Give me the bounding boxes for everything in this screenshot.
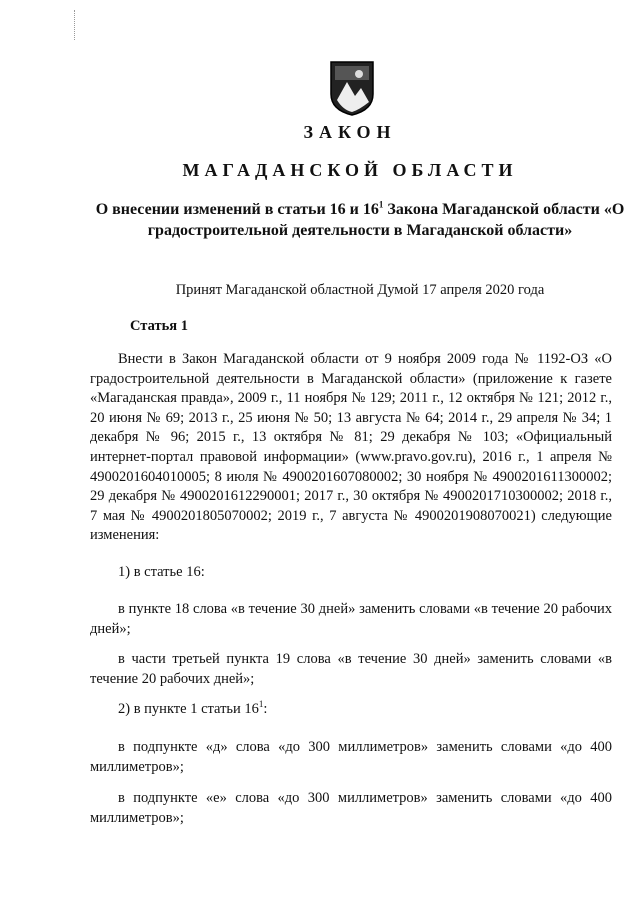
item-2-b: в подпункте «е» слова «до 300 миллиметров» заменить словами «до 400 миллиметров»;	[90, 790, 612, 826]
region-title: МАГАДАНСКОЙ ОБЛАСТИ	[182, 160, 518, 180]
law-subject	[90, 199, 630, 241]
item-1-a: в пункте 18 слова «в течение 30 дней» заменить словами «в течение 20 рабочих дней»;	[90, 601, 612, 637]
subject-superscript: 1	[378, 199, 384, 210]
scan-mark	[74, 10, 77, 40]
item-2-colon: :	[263, 701, 268, 717]
article-heading: Статья 1	[130, 318, 188, 334]
intro-paragraph: Внести в Закон Магаданской области от 9 ноября 2009 года № 1192-ОЗ «О градостроительной деятельности в Магаданской области» (приложение к газете «Магаданская правда», 2009 г., 11 ноября № 129; 2011 г., 12 октября № 121; 2012 г., 20 июня № 69; 2013 г., 25 июня № 50; 13 августа № 64; 2014 г., 29 апреля № 34; 1 декабря № 96; 2015 г., 13 октября № 81; 29 декабря № 103; «Официальный интернет-портал правовой информации» (www.pravo.gov.ru), 2016 г., 1 апреля № 4900201604010005; 8 июля № 4900201607080002; 30 ноября № 4900201611300002; 29 декабря № 4900201612290001; 2017 г., 30 октября № 4900201710300002; 2018 г., 7 мая № 4900201805070002; 2019 г., 7 августа № 4900201908070021) следующие изменения:	[90, 351, 612, 544]
item-2-superscript: 1	[258, 699, 264, 710]
adoption-line: Принят Магаданской областной Думой 17 апреля 2020 года	[175, 282, 545, 298]
coat-of-arms-icon	[329, 60, 375, 116]
item-2-text: 2) в пункте 1 статьи 16	[118, 701, 259, 717]
item-2	[90, 700, 612, 720]
item-1: 1) в статье 16:	[118, 564, 205, 580]
law-title: ЗАКОН	[303, 122, 397, 142]
subject-text-cont: Закона Магаданской области «О градостроительной деятельности в Магаданской области»	[147, 201, 625, 239]
item-2-a: в подпункте «д» слова «до 300 миллиметров» заменить словами «до 400 миллиметров»;	[90, 739, 612, 775]
item-1-b: в части третьей пункта 19 слова «в течение 30 дней» заменить словами «в течение 20 рабочих дней»;	[90, 651, 612, 687]
subject-text: О внесении изменений в статьи 16 и 16	[95, 201, 379, 218]
